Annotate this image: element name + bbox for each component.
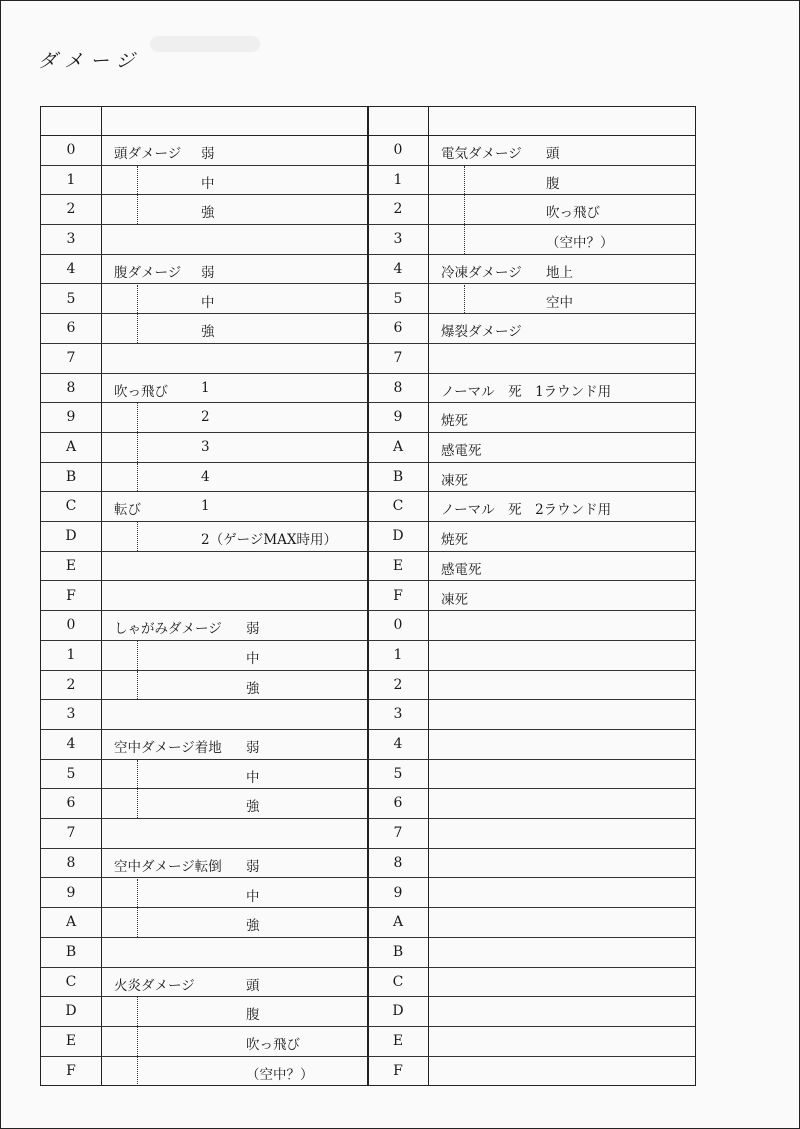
row-sublabel: 1	[201, 498, 210, 515]
row-label: 冷凍ダメージ	[441, 264, 522, 281]
row-index: 0	[66, 142, 76, 158]
row-sublabel: 弱	[201, 264, 215, 281]
table-row	[41, 225, 368, 255]
row-index: A	[392, 914, 404, 931]
table-row	[368, 255, 695, 285]
row-label: 凍死	[441, 472, 468, 489]
row-sublabel: 中	[246, 888, 260, 905]
row-index: 0	[393, 142, 403, 158]
table-row	[41, 136, 368, 166]
table-row	[368, 997, 695, 1027]
row-label: 腹ダメージ	[114, 264, 182, 281]
row-index: E	[65, 557, 77, 574]
table-row	[368, 136, 695, 166]
continuation-dotted-line	[137, 671, 138, 700]
row-index: 9	[66, 409, 76, 426]
row-index: 6	[393, 795, 403, 812]
table-row	[368, 552, 695, 582]
table-row	[41, 1057, 368, 1087]
table-row	[41, 403, 368, 433]
table-row	[41, 819, 368, 849]
row-index: 2	[393, 676, 403, 693]
row-sublabel: 1	[201, 379, 210, 396]
row-sublabel: （空中？）	[546, 235, 614, 252]
row-index: 1	[66, 646, 76, 663]
table-row	[368, 522, 695, 552]
continuation-dotted-line	[464, 195, 465, 224]
table-row	[368, 403, 695, 433]
table-row	[41, 582, 368, 612]
row-index: 3	[393, 231, 403, 248]
table-row	[368, 374, 695, 404]
row-index: 2	[393, 201, 403, 218]
continuation-dotted-line	[137, 314, 138, 343]
row-index: A	[65, 439, 77, 455]
row-index: 9	[393, 409, 403, 426]
row-label: 感電死	[441, 443, 482, 459]
table-row	[41, 255, 368, 285]
row-index: A	[392, 439, 404, 455]
row-index: 1	[66, 171, 76, 188]
continuation-dotted-line	[137, 1027, 138, 1056]
table-header	[41, 107, 368, 136]
row-sublabel: 頭	[546, 146, 560, 162]
continuation-dotted-line	[137, 285, 138, 314]
row-index: C	[392, 498, 404, 515]
table-row	[368, 344, 695, 374]
table-row	[41, 879, 368, 909]
row-index: E	[392, 557, 404, 574]
row-index: D	[65, 528, 77, 545]
continuation-dotted-line	[137, 166, 138, 195]
row-index: C	[392, 973, 404, 990]
row-index: 0	[393, 617, 403, 634]
table-row	[41, 760, 368, 790]
table-row	[368, 285, 695, 315]
row-sublabel: 中	[201, 294, 215, 311]
table-row	[41, 611, 368, 641]
row-index: 5	[393, 765, 403, 782]
row-index: C	[65, 973, 77, 990]
table-row	[41, 908, 368, 938]
row-sublabel: 中	[246, 650, 260, 667]
table-row	[41, 641, 368, 671]
row-index: 4	[66, 736, 76, 752]
table-row	[368, 789, 695, 819]
table-row	[368, 849, 695, 879]
row-index: 6	[66, 320, 76, 337]
row-index: 4	[66, 260, 76, 277]
row-label: ノーマル 死 1ラウンド用	[441, 383, 612, 400]
row-label: 吹っ飛び	[114, 383, 168, 400]
row-index: F	[393, 1062, 403, 1079]
table-row	[368, 760, 695, 790]
table-header	[368, 107, 695, 136]
table-row	[368, 641, 695, 671]
row-index: F	[66, 587, 76, 604]
row-index: 9	[393, 884, 403, 901]
damage-table-right	[367, 106, 696, 1086]
row-index: 6	[66, 795, 76, 812]
table-row	[368, 611, 695, 641]
row-index: 7	[66, 349, 76, 366]
table-row	[368, 730, 695, 760]
row-index: 9	[66, 884, 76, 901]
table-row	[41, 492, 368, 522]
row-sublabel: 地上	[546, 264, 573, 281]
continuation-dotted-line	[464, 225, 465, 254]
row-sublabel: 吹っ飛び	[246, 1037, 300, 1053]
row-index: 2	[66, 676, 76, 693]
row-label: 爆裂ダメージ	[441, 324, 522, 341]
row-sublabel: 4	[201, 468, 210, 485]
table-row	[368, 463, 695, 493]
row-label: 頭ダメージ	[114, 146, 182, 162]
table-row	[41, 730, 368, 760]
table-row	[41, 671, 368, 701]
table-row	[41, 997, 368, 1027]
table-row	[41, 374, 368, 404]
continuation-dotted-line	[137, 879, 138, 908]
row-sublabel: 腹	[246, 1007, 260, 1024]
continuation-dotted-line	[137, 760, 138, 789]
row-label: 空中ダメージ転倒	[114, 858, 222, 875]
continuation-dotted-line	[137, 195, 138, 224]
continuation-dotted-line	[137, 522, 138, 551]
table-row	[368, 492, 695, 522]
continuation-dotted-line	[137, 403, 138, 432]
table-row	[41, 552, 368, 582]
table-row	[368, 938, 695, 968]
row-index: 4	[393, 260, 403, 277]
table-row	[41, 522, 368, 552]
table-row	[41, 195, 368, 225]
row-index: 7	[393, 825, 403, 842]
continuation-dotted-line	[137, 463, 138, 492]
row-index: F	[393, 587, 403, 604]
row-sublabel: 弱	[246, 740, 260, 756]
table-row	[41, 166, 368, 196]
row-index: 4	[393, 736, 403, 752]
row-index: 3	[66, 231, 76, 248]
row-index: E	[65, 1033, 77, 1049]
row-index: 8	[393, 854, 403, 871]
row-sublabel: 中	[246, 769, 260, 786]
table-row	[41, 344, 368, 374]
table-row	[368, 1027, 695, 1057]
table-row	[368, 700, 695, 730]
table-row	[368, 582, 695, 612]
table-row	[368, 1057, 695, 1087]
continuation-dotted-line	[137, 641, 138, 670]
row-index: A	[65, 914, 77, 931]
table-row	[368, 908, 695, 938]
row-label: 焼死	[441, 532, 468, 549]
table-row	[368, 433, 695, 463]
row-index: 2	[66, 201, 76, 218]
row-sublabel: 弱	[246, 858, 260, 875]
row-label: 空中ダメージ着地	[114, 740, 222, 756]
table-row	[368, 671, 695, 701]
row-sublabel: 2	[201, 409, 210, 426]
table-row	[41, 968, 368, 998]
row-index: 7	[66, 825, 76, 842]
row-index: B	[392, 468, 404, 485]
continuation-dotted-line	[137, 1057, 138, 1087]
table-row	[368, 314, 695, 344]
table-row	[41, 700, 368, 730]
row-label: 電気ダメージ	[441, 146, 522, 162]
table-row	[368, 195, 695, 225]
row-sublabel: 強	[246, 918, 260, 935]
table-row	[368, 879, 695, 909]
continuation-dotted-line	[137, 789, 138, 818]
row-label: しゃがみダメージ	[114, 621, 222, 638]
row-index: 8	[393, 379, 403, 396]
row-sublabel: 弱	[246, 621, 260, 638]
table-row	[368, 225, 695, 255]
row-sublabel: （空中？）	[246, 1066, 314, 1083]
row-sublabel: 頭	[246, 977, 260, 994]
row-label: 火炎ダメージ	[114, 977, 195, 994]
row-sublabel: 強	[201, 205, 215, 222]
table-row	[41, 433, 368, 463]
row-index: 5	[393, 290, 403, 307]
row-index: 8	[66, 854, 76, 871]
row-sublabel: 2（ゲージMAX時用）	[201, 532, 338, 549]
table-row	[41, 938, 368, 968]
table-row	[41, 849, 368, 879]
table-row	[41, 285, 368, 315]
row-label: ノーマル 死 2ラウンド用	[441, 502, 612, 519]
row-index: D	[65, 1003, 77, 1020]
continuation-dotted-line	[464, 285, 465, 314]
damage-table-left	[40, 106, 369, 1086]
row-index: D	[392, 1003, 404, 1020]
continuation-dotted-line	[137, 997, 138, 1026]
row-index: C	[65, 498, 77, 515]
row-index: F	[66, 1062, 76, 1079]
continuation-dotted-line	[464, 166, 465, 195]
row-sublabel: 腹	[546, 175, 560, 192]
row-index: B	[392, 943, 404, 960]
row-sublabel: 強	[246, 680, 260, 697]
page-title: ダメージ	[38, 50, 142, 72]
continuation-dotted-line	[137, 908, 138, 937]
row-index: B	[65, 468, 77, 485]
row-sublabel: 吹っ飛び	[546, 205, 600, 222]
row-index: D	[392, 528, 404, 545]
row-index: B	[65, 943, 77, 960]
row-index: 7	[393, 349, 403, 366]
row-index: 8	[66, 379, 76, 396]
continuation-dotted-line	[137, 433, 138, 462]
row-index: 1	[393, 171, 403, 188]
row-sublabel: 強	[201, 324, 215, 341]
row-index: E	[392, 1033, 404, 1049]
scan-smudge	[150, 36, 260, 52]
table-row	[368, 968, 695, 998]
table-row	[41, 1027, 368, 1057]
row-sublabel: 3	[201, 439, 210, 455]
table-row	[41, 314, 368, 344]
row-index: 3	[393, 706, 403, 723]
row-label: 転び	[114, 502, 141, 519]
row-index: 5	[66, 765, 76, 782]
table-row	[368, 166, 695, 196]
table-row	[368, 819, 695, 849]
row-label: 感電死	[441, 561, 482, 578]
row-label: 焼死	[441, 413, 468, 430]
row-label: 凍死	[441, 591, 468, 608]
row-sublabel: 強	[246, 799, 260, 816]
row-sublabel: 中	[201, 175, 215, 192]
row-index: 3	[66, 706, 76, 723]
row-index: 5	[66, 290, 76, 307]
row-sublabel: 弱	[201, 146, 215, 162]
table-row	[41, 463, 368, 493]
row-index: 6	[393, 320, 403, 337]
row-index: 0	[66, 617, 76, 634]
row-index: 1	[393, 646, 403, 663]
table-row	[41, 789, 368, 819]
row-sublabel: 空中	[546, 294, 573, 311]
